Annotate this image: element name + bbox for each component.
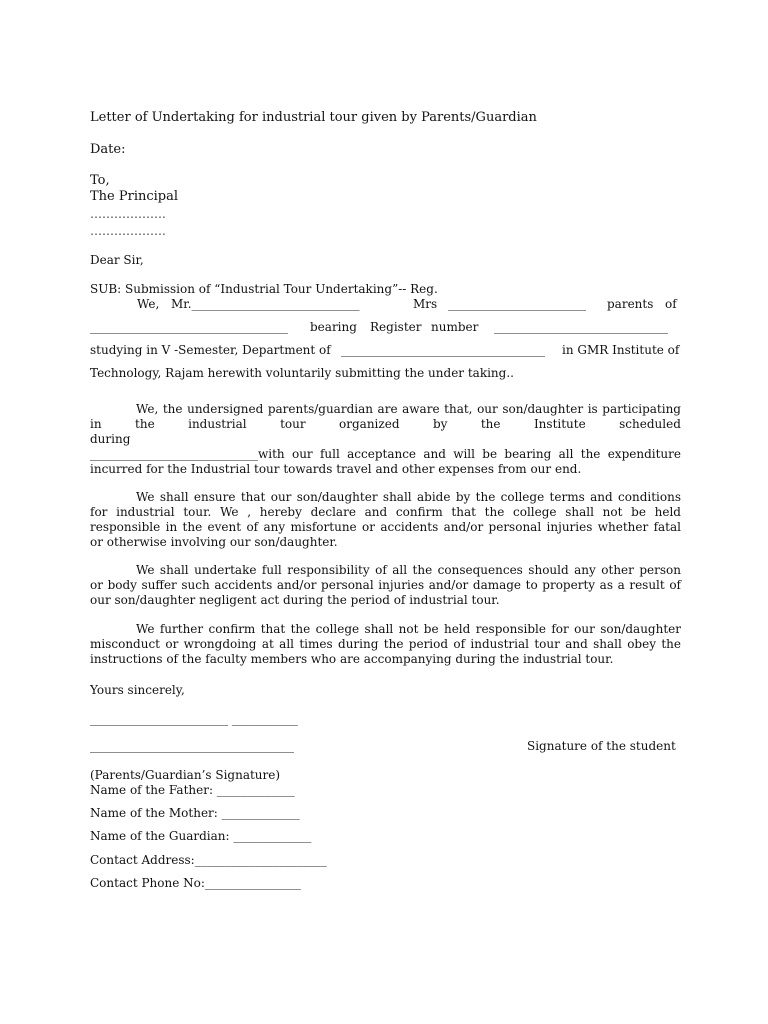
signature-line-1: _______________________ ___________ [90,712,298,726]
mother-name-blank: _______________________ [448,297,586,311]
para4-line2: misconduct or wrongdoing at all times during the period of industrial tour and shall obey the [90,637,681,651]
para2-line1: We shall ensure that our son/daughter shall abide by the college terms and conditions [136,490,681,504]
closing: Yours sincerely, [90,683,185,697]
student-name-blank: _________________________________ [90,320,288,334]
address-placeholder-2: ………………. [90,224,166,238]
parents-signature-label: (Parents/Guardian’s Signature) [90,768,281,782]
intro-institute: in GMR Institute of [562,343,680,357]
para1-line4: ____________________________with our full acceptance and will be bearing all the expenditure [90,447,681,461]
intro-of: of [665,297,677,311]
contact-address-field: Contact Address:______________________ [90,853,327,867]
mother-name-field: Name of the Mother: _____________ [90,806,300,820]
salutation: Dear Sir, [90,253,144,267]
para2-line4: or otherwise involving our son/daughter. [90,535,338,549]
student-signature-label: Signature of the student [527,739,676,753]
paragraph-awareness [90,402,681,477]
para4-line1: We further confirm that the college shall not be held responsible for our son/daughter [136,622,681,636]
father-name-field: Name of the Father: _____________ [90,783,295,797]
signature-line-2: __________________________________ [90,739,294,753]
recipient: The Principal [90,189,179,204]
para2-line3: responsible in the event of any misfortune or accidents and/or personal injuries whether fatal [90,520,681,534]
intro-technology: Technology, Rajam herewith voluntarily submitting the under taking.. [90,366,514,380]
contact-phone-field: Contact Phone No:________________ [90,876,301,890]
department-blank: __________________________________ [341,343,545,357]
paragraph-conduct [90,622,681,667]
para3-line2: or body suffer such accidents and/or personal injuries and/or damage to property as a result of [90,578,681,592]
to-label: To, [90,173,110,188]
para4-line3: instructions of the faculty members who are accompanying during the industrial tour. [90,652,614,666]
register-number-blank: _____________________________ [494,320,668,334]
para2-line2: for industrial tour. We , hereby declare and confirm that the college shall not be held [90,505,681,519]
father-name-blank: Mr.____________________________ [171,297,360,311]
intro-register: Register [370,320,422,334]
para1-line1: We, the undersigned parents/guardian are aware that, our son/daughter is participating [136,402,681,416]
intro-we: We, [137,297,160,311]
intro-mrs: Mrs [413,297,438,311]
letter-title: Letter of Undertaking for industrial tour given by Parents/Guardian [90,110,537,125]
intro-number: number [431,320,479,334]
address-placeholder-1: ………………. [90,207,166,221]
intro-parents: parents [607,297,654,311]
para1-line5: incurred for the Industrial tour towards travel and other expenses from our end. [90,462,582,476]
paragraph-terms [90,490,681,550]
para1-line3: during [90,432,131,446]
intro-studying: studying in V -Semester, Department of [90,343,331,357]
para1-line2: in the industrial tour organized by the Institute scheduled [90,417,681,431]
subject-line: SUB: Submission of “Industrial Tour Undertaking”-- Reg. [90,282,438,296]
paragraph-responsibility [90,563,681,608]
para3-line3: our son/daughter negligent act during the period of industrial tour. [90,593,500,607]
date-label: Date: [90,142,126,157]
para3-line1: We shall undertake full responsibility of all the consequences should any other person [136,563,681,577]
intro-bearing: bearing [310,320,357,334]
guardian-name-field: Name of the Guardian: _____________ [90,829,312,843]
